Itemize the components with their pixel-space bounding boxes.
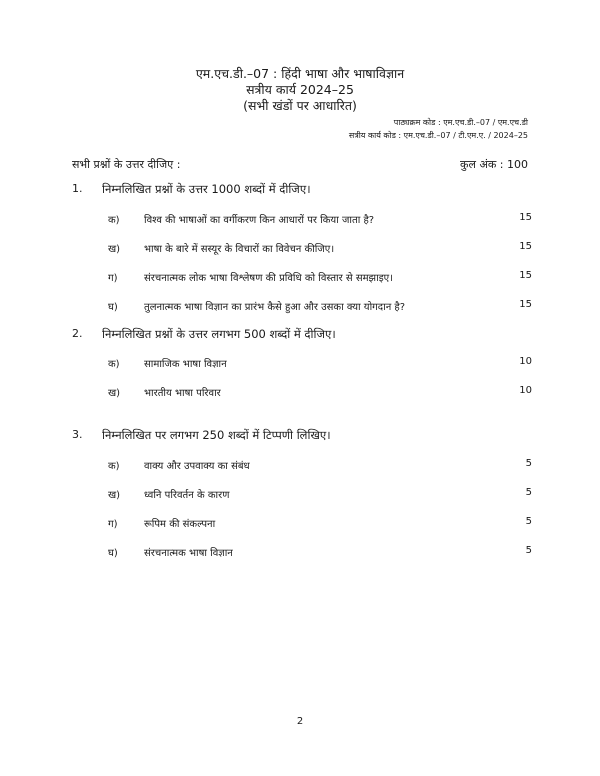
question-label: क): [108, 215, 120, 226]
question-marks: 5: [525, 487, 532, 498]
question-label: ख): [108, 244, 121, 255]
question-text: तुलनात्मक भाषा विज्ञान का प्रारंभ कैसे हुआ और उसका क्या योगदान है?: [144, 302, 406, 313]
question-text: संरचनात्मक लोक भाषा विश्लेषण की प्रविधि को विस्तार से समझाइए।: [144, 273, 393, 284]
question-text: वाक्य और उपवाक्य का संबंध: [144, 461, 250, 472]
question-marks: 15: [519, 270, 532, 281]
question-marks: 5: [525, 458, 532, 469]
question-text: संरचनात्मक भाषा विज्ञान: [144, 548, 233, 559]
assignment-year: सत्रीय कार्य 2024–25: [246, 82, 354, 97]
codes-block: [349, 116, 528, 142]
total-marks: कुल अंक : 100: [460, 158, 528, 171]
question-label: घ): [108, 548, 118, 559]
question-marks: 5: [525, 545, 532, 556]
section-title: निम्नलिखित प्रश्नों के उत्तर लगभग 500 शब्दों में दीजिए।: [102, 327, 336, 341]
question-label: ग): [108, 273, 118, 284]
question-label: ख): [108, 388, 121, 399]
section-title: निम्नलिखित प्रश्नों के उत्तर 1000 शब्दों में दीजिए।: [102, 182, 311, 196]
question-text: ध्वनि परिवर्तन के कारण: [144, 490, 230, 501]
question-marks: 15: [519, 212, 532, 223]
question-marks: 15: [519, 241, 532, 252]
section-title: निम्नलिखित पर लगभग 250 शब्दों में टिप्पणी लिखिए।: [102, 428, 331, 442]
question-marks: 5: [525, 516, 532, 527]
question-label: क): [108, 359, 120, 370]
document-header: [0, 66, 600, 114]
instructions-text: सभी प्रश्नों के उत्तर दीजिए :: [72, 158, 181, 171]
question-text: भाषा के बारे में सस्यूर के विचारों का विवेचन कीजिए।: [144, 244, 335, 255]
question-text: विश्व की भाषाओं का वर्गीकरण किन आधारों पर किया जाता है?: [144, 215, 375, 226]
section-number: 1.: [72, 182, 83, 195]
question-label: क): [108, 461, 120, 472]
course-title: एम.एच.डी.–07 : हिंदी भाषा और भाषाविज्ञान: [195, 66, 405, 81]
section-number: 2.: [72, 327, 83, 340]
question-label: ग): [108, 519, 118, 530]
coverage-note: (सभी खंडों पर आधारित): [243, 98, 357, 113]
course-code: पाठ्यक्रम कोड : एम.एच.डी.–07 / एम.एच.डी: [393, 118, 528, 127]
instructions-line: [72, 157, 528, 172]
section-number: 3.: [72, 428, 83, 441]
question-text: सामाजिक भाषा विज्ञान: [144, 359, 227, 370]
question-text: भारतीय भाषा परिवार: [144, 388, 221, 399]
question-marks: 15: [519, 299, 532, 310]
question-text: रूपिम की संकल्पना: [144, 519, 216, 530]
assignment-code: सत्रीय कार्य कोड : एम.एच.डी.–07 / टी.एम.ए. / 2024–25: [348, 131, 528, 140]
page-number: 2: [296, 716, 304, 727]
question-label: ख): [108, 490, 121, 501]
question-marks: 10: [519, 356, 532, 367]
question-label: घ): [108, 302, 118, 313]
question-marks: 10: [519, 385, 532, 396]
